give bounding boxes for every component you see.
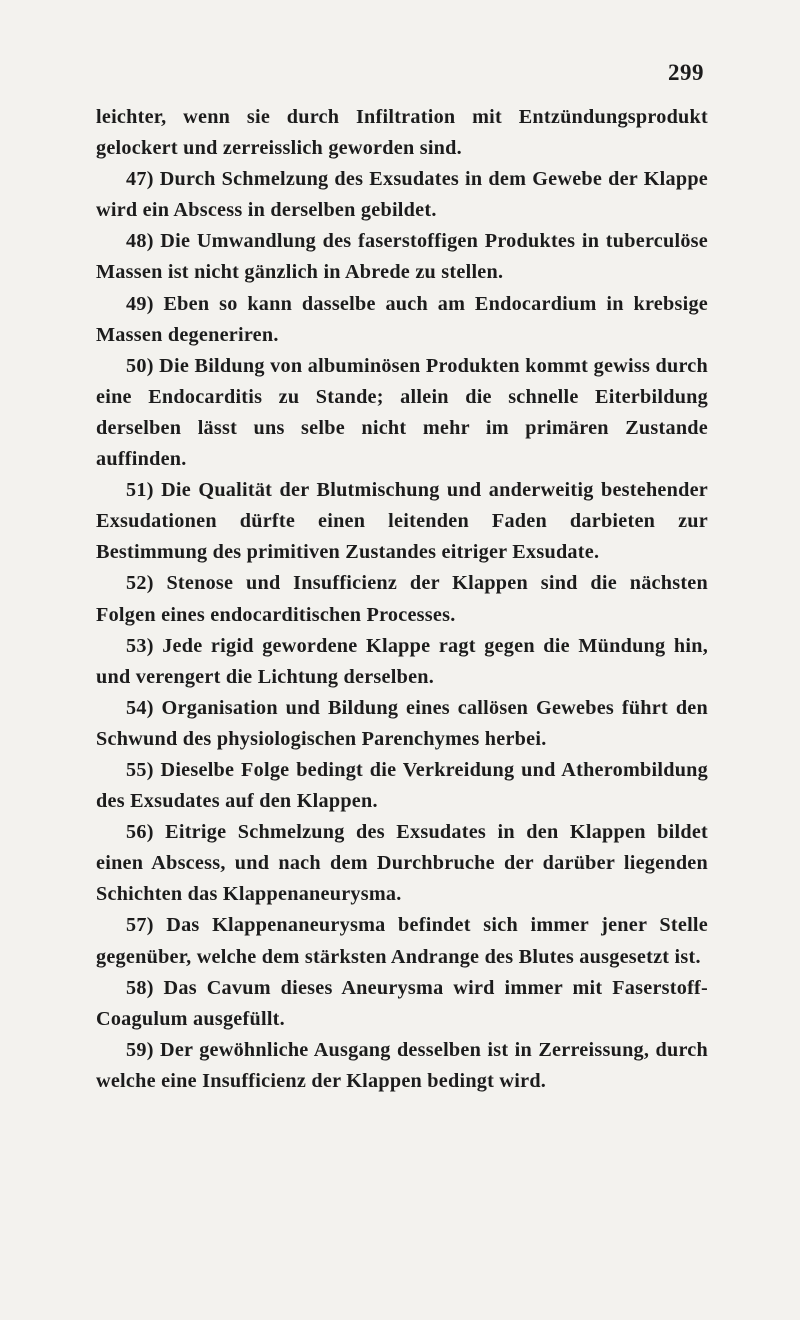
page-number: 299 (668, 60, 704, 85)
paragraph-text: Eben so kann dasselbe auch am Endocardium in krebsige Massen degeneriren. (96, 292, 708, 346)
paragraph-53 (96, 631, 708, 693)
paragraph-text: Die Umwandlung des faserstoffigen Produktes in tuberculöse Massen ist nicht gänzlich in Abrede zu stellen. (96, 230, 708, 284)
paragraph-58 (96, 973, 708, 1035)
paragraph-text: Eitrige Schmelzung des Exsudates in den Klappen bildet einen Abscess, und nach dem Durchbruche der darüber liegenden Schichten das Klappenaneurysma. (96, 821, 709, 906)
paragraph-number: 49) (126, 292, 154, 315)
paragraph-text: Die Bildung von albuminösen Produkten kommt gewiss durch eine Endocarditis zu Stande; allein die schnelle Eiterbildung derselben lässt uns selbe nicht mehr im primären Zustande auffinden. (96, 354, 708, 471)
paragraph-54 (96, 693, 708, 755)
paragraph-number: 59) (126, 1038, 154, 1061)
paragraph-number: 55) (126, 758, 154, 781)
paragraph-56 (96, 817, 708, 910)
paragraph-text: leichter, wenn sie durch Infiltration mit Entzündungsprodukt gelockert und zerreisslich geworden sind. (96, 106, 708, 160)
paragraph-52 (96, 568, 708, 630)
paragraph-number: 48) (126, 230, 154, 253)
paragraph-number: 47) (126, 168, 154, 191)
paragraph-text: Das Klappenaneurysma befindet sich immer jener Stelle gegenüber, welche dem stärksten Andrange des Blutes ausgesetzt ist. (96, 914, 708, 968)
paragraph-number: 50) (126, 354, 154, 377)
paragraph-text: Organisation und Bildung eines callösen Gewebes führt den Schwund des physiologischen Parenchymes herbei. (96, 696, 708, 750)
paragraph-text: Dieselbe Folge bedingt die Verkreidung und Atherombildung des Exsudates auf den Klappen. (96, 758, 708, 813)
paragraph-text: Die Qualität der Blutmischung und anderweitig bestehender Exsudationen dürfte einen leitenden Faden darbieten zur Bestimmung des primitiven Zustandes eitriger Exsudate. (96, 479, 709, 564)
paragraph-number: 57) (126, 914, 154, 937)
paragraph-continuation (96, 102, 708, 164)
paragraph-text: Jede rigid gewordene Klappe ragt gegen die Mündung hin, und verengert die Lichtung derselben. (96, 634, 708, 688)
paragraph-57 (96, 910, 708, 972)
paragraph-48 (96, 226, 708, 288)
paragraph-59 (96, 1035, 708, 1097)
paragraph-55 (96, 755, 708, 817)
paragraph-number: 54) (126, 696, 154, 719)
paragraph-text: Durch Schmelzung des Exsudates in dem Gewebe der Klappe wird ein Abscess in derselben gebildet. (96, 168, 709, 222)
paragraph-text: Der gewöhnliche Ausgang desselben ist in Zerreissung, durch welche eine Insufficienz der Klappen bedingt wird. (96, 1038, 708, 1092)
paragraph-text: Das Cavum dieses Aneurysma wird immer mit Faserstoff-Coagulum ausgefüllt. (96, 976, 708, 1030)
paragraph-number: 52) (126, 572, 154, 595)
paragraph-47 (96, 164, 708, 226)
paragraph-49 (96, 289, 708, 351)
paragraph-number: 56) (126, 821, 154, 844)
paragraph-number: 58) (126, 976, 154, 999)
paragraph-number: 51) (126, 479, 154, 502)
paragraph-50 (96, 351, 708, 475)
paragraph-text: Stenose und Insufficienz der Klappen sind die nächsten Folgen eines endocarditischen Processes. (96, 572, 708, 626)
body-text (96, 102, 708, 1097)
paragraph-51 (96, 475, 708, 568)
paragraph-number: 53) (126, 634, 154, 657)
